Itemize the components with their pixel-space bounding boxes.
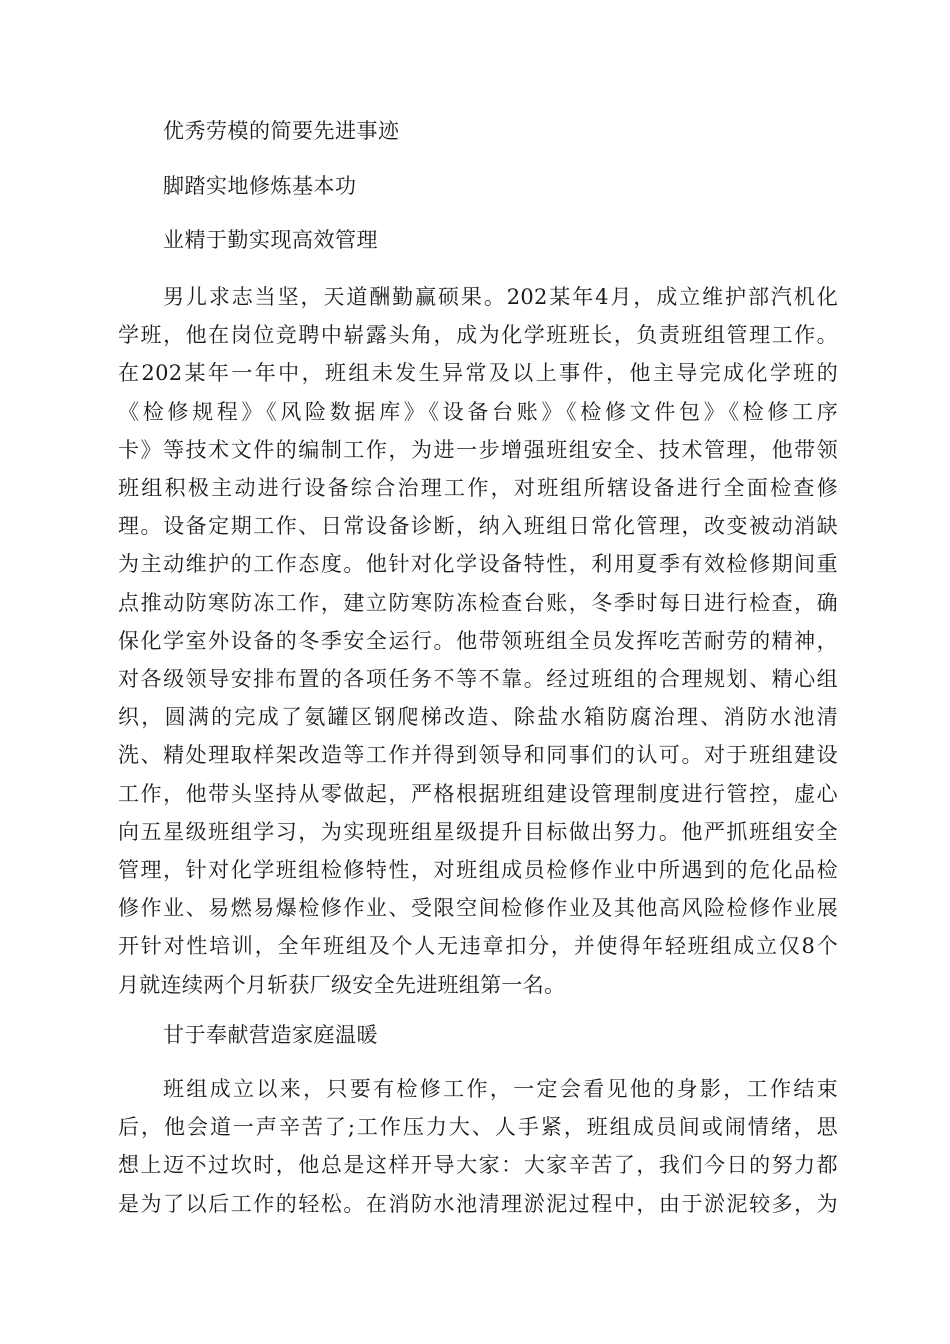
body-paragraph-management	[118, 278, 838, 1004]
paragraph-line: 工作，他带头坚持从零做起，严格根据班组建设管理制度进行管控，虚心	[118, 781, 838, 806]
paragraph-line: 保化学室外设备的冬季安全运行。他带领班组全员发挥吃苦耐劳的精神，	[118, 628, 838, 653]
paragraph-line: 点推动防寒防冻工作，建立防寒防冻检查台账，冬季时每日进行检查，确	[118, 590, 838, 615]
paragraph-line: 班组积极主动进行设备综合治理工作，对班组所辖设备进行全面检查修	[118, 476, 838, 501]
paragraph-line: 修作业、易燃易爆检修作业、受限空间检修作业及其他高风险检修作业展	[118, 896, 838, 921]
paragraph-line: 班组成立以来，只要有检修工作，一定会看见他的身影，工作结束	[163, 1077, 838, 1101]
paragraph-line: 开针对性培训，全年班组及个人无违章扣分，并使得年轻班组成立仅8个	[118, 934, 838, 959]
paragraph-line: 男儿求志当坚，天道酬勤赢硕果。202某年4月，成立维护部汽机化	[163, 285, 838, 309]
paragraph-line: 理。设备定期工作、日常设备诊断，纳入班组日常化管理，改变被动消缺	[118, 514, 838, 539]
paragraph-line: 月就连续两个月斩获厂级安全先进班组第一名。	[118, 972, 566, 997]
section-heading-foundation: 脚踏实地修炼基本功	[163, 174, 357, 198]
paragraph-line: 管理，针对化学班组检修特性，对班组成员检修作业中所遇到的危化品检	[118, 858, 838, 883]
document-title: 优秀劳模的简要先进事迹	[163, 119, 400, 143]
paragraph-line: 《检修规程》《风险数据库》《设备台账》《检修文件包》《检修工序	[118, 399, 838, 424]
section-heading-management: 业精于勤实现高效管理	[163, 228, 378, 252]
paragraph-line: 学班，他在岗位竞聘中崭露头角，成为化学班班长，负责班组管理工作。	[118, 323, 838, 348]
paragraph-line: 在202某年一年中，班组未发生异常及以上事件，他主导完成化学班的	[118, 361, 838, 386]
paragraph-line: 洗、精处理取样架改造等工作并得到领导和同事们的认可。对于班组建设	[118, 743, 838, 768]
paragraph-line: 对各级领导安排布置的各项任务不等不靠。经过班组的合理规划、精心组	[118, 667, 838, 692]
paragraph-line: 是为了以后工作的轻松。在消防水池清理淤泥过程中，由于淤泥较多，为	[118, 1191, 838, 1216]
paragraph-line: 后，他会道一声辛苦了;工作压力大、人手紧，班组成员间或闹情绪，思	[118, 1115, 838, 1140]
body-paragraph-dedication	[118, 1070, 838, 1223]
paragraph-line: 织，圆满的完成了氨罐区钢爬梯改造、除盐水箱防腐治理、消防水池清	[118, 705, 838, 730]
paragraph-line: 想上迈不过坎时，他总是这样开导大家：大家辛苦了，我们今日的努力都	[118, 1153, 838, 1178]
paragraph-line: 卡》等技术文件的编制工作，为进一步增强班组安全、技术管理，他带领	[118, 437, 838, 462]
paragraph-line: 为主动维护的工作态度。他针对化学设备特性，利用夏季有效检修期间重	[118, 552, 838, 577]
paragraph-line: 向五星级班组学习，为实现班组星级提升目标做出努力。他严抓班组安全	[118, 819, 838, 844]
section-heading-dedication: 甘于奉献营造家庭温暖	[163, 1023, 378, 1047]
